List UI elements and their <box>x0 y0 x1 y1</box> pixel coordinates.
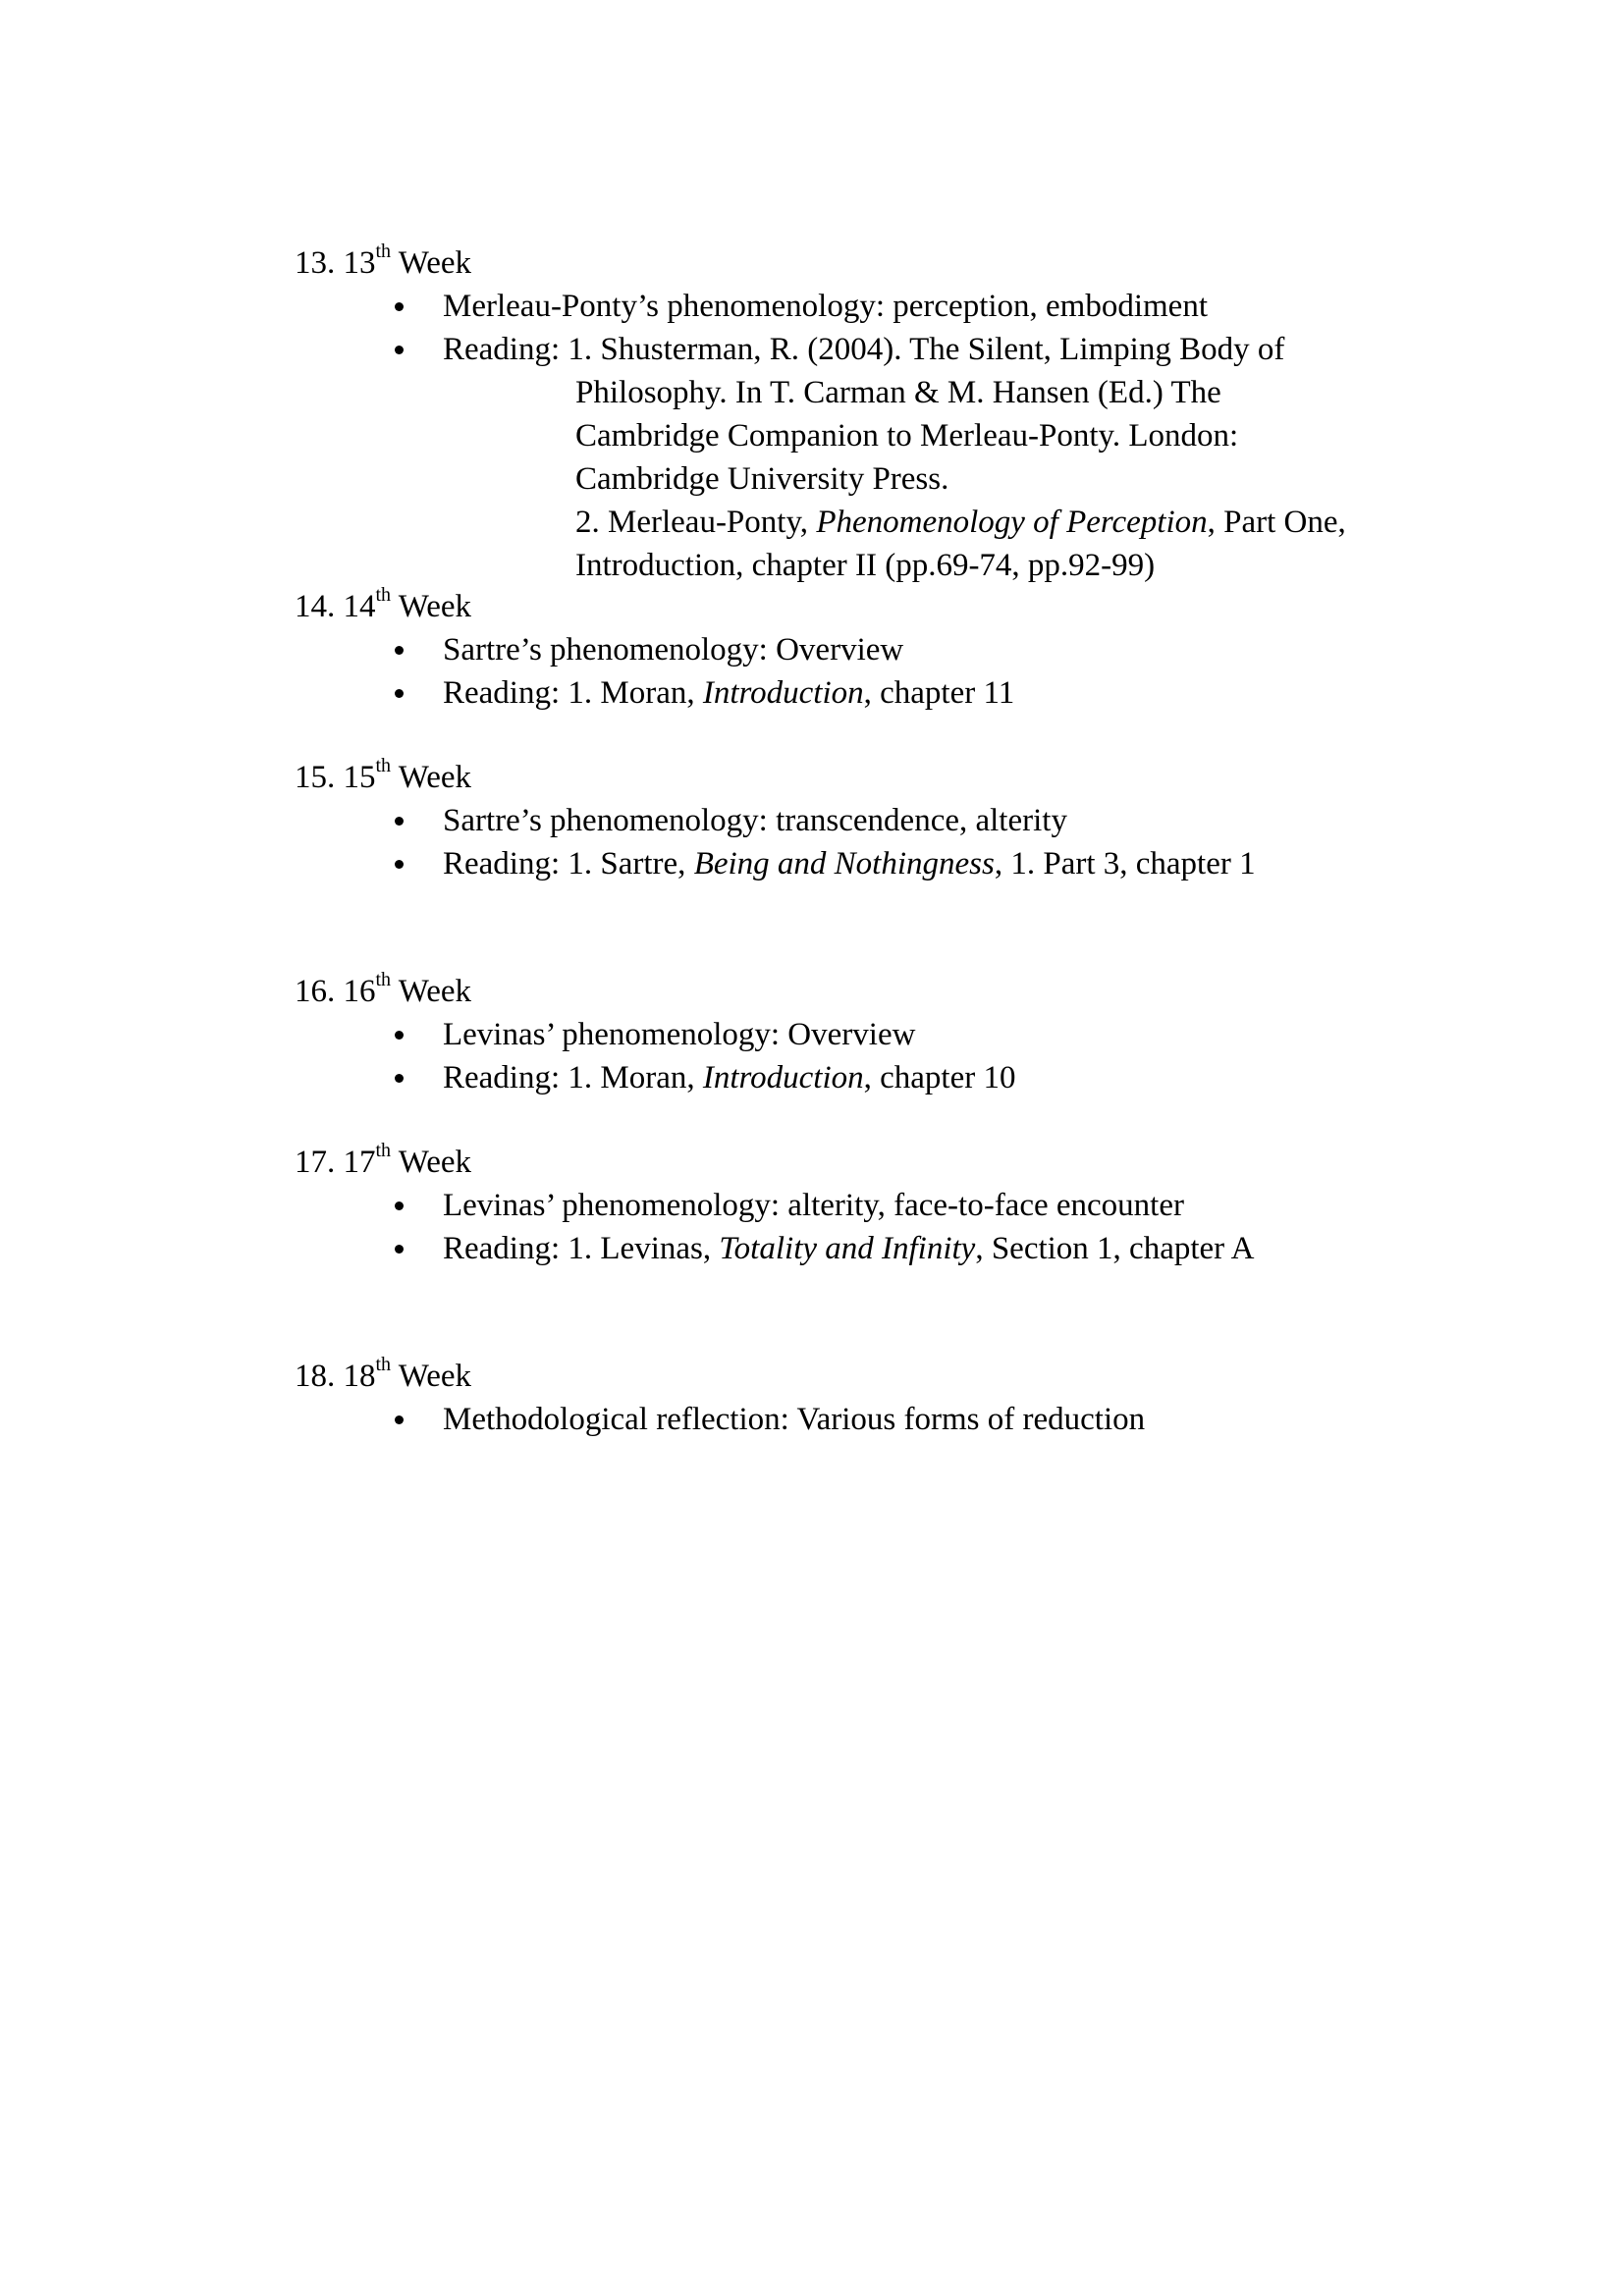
topic-text: Sartre’s phenomenology: transcendence, alterity <box>443 803 1067 838</box>
reading-item <box>295 1056 1375 1099</box>
reading-continuation: Introduction, chapter II (pp.69-74, pp.92-99) <box>575 548 1156 583</box>
week-ordinal-suffix: th <box>375 969 392 990</box>
week-ordinal-suffix: th <box>375 1354 392 1375</box>
bullet-icon <box>395 1415 404 1424</box>
week-ordinal-suffix: th <box>375 755 392 776</box>
week-17-section <box>295 1141 1375 1270</box>
bullet-icon <box>395 1201 404 1210</box>
reading-first-line: Reading: 1. Shusterman, R. (2004). The Silent, Limping Body of <box>443 332 1285 367</box>
bullet-icon <box>395 1031 404 1040</box>
topic-text: Levinas’ phenomenology: alterity, face-to-face encounter <box>443 1188 1184 1223</box>
reading-second-entry <box>443 501 1375 544</box>
reading-continuation: Cambridge Companion to Merleau-Ponty. London: <box>575 418 1239 454</box>
week-16-section <box>295 970 1375 1099</box>
bullet-icon <box>395 646 404 655</box>
week-heading <box>295 756 1375 799</box>
bullet-icon <box>395 817 404 826</box>
week-ordinal-suffix: th <box>375 584 392 606</box>
reading-prefix: Reading: 1. Levinas, <box>443 1231 720 1266</box>
bullet-icon <box>395 346 404 354</box>
week-label: Week <box>398 1145 472 1180</box>
topic-item <box>295 1013 1375 1056</box>
week-heading <box>295 970 1375 1013</box>
week-ordinal: 16 <box>343 974 376 1009</box>
reading-title: Totality and Infinity <box>719 1231 976 1266</box>
week-label: Week <box>398 245 472 281</box>
bullet-icon <box>395 1074 404 1083</box>
week-ordinal-suffix: th <box>375 240 392 262</box>
week-ordinal: 18 <box>343 1359 376 1394</box>
topic-text: Methodological reflection: Various forms of reduction <box>443 1402 1146 1437</box>
topic-item <box>295 285 1375 328</box>
week-18-section <box>295 1355 1375 1441</box>
week-number: 16. <box>295 974 336 1009</box>
week-label: Week <box>398 974 472 1009</box>
topic-item <box>295 799 1375 842</box>
week-ordinal: 14 <box>343 589 376 624</box>
reading-prefix: Reading: 1. Moran, <box>443 1060 703 1095</box>
topic-text: Levinas’ phenomenology: Overview <box>443 1017 916 1052</box>
reading-item <box>295 1227 1375 1270</box>
week-label: Week <box>398 760 472 795</box>
reading-title: Introduction <box>702 1060 864 1095</box>
week-heading <box>295 1141 1375 1184</box>
bullet-icon <box>395 302 404 311</box>
week-number: 17. <box>295 1145 336 1180</box>
reading-suffix: , Section 1, chapter A <box>975 1231 1255 1266</box>
week-number: 14. <box>295 589 336 624</box>
reading-suffix: , chapter 10 <box>863 1060 1016 1095</box>
bullet-icon <box>395 1245 404 1254</box>
week-heading <box>295 1355 1375 1398</box>
bullet-icon <box>395 860 404 869</box>
week-number: 13. <box>295 245 336 281</box>
topic-item <box>295 1398 1375 1441</box>
week-label: Week <box>398 1359 472 1394</box>
topic-item <box>295 628 1375 671</box>
reading-item <box>295 671 1375 715</box>
week-heading <box>295 585 1375 628</box>
reading-suffix: , 1. Part 3, chapter 1 <box>994 846 1256 881</box>
topic-text: Sartre’s phenomenology: Overview <box>443 632 904 667</box>
week-14-section <box>295 585 1375 715</box>
reading-item <box>295 328 1375 587</box>
week-13-section <box>295 241 1375 587</box>
reading-prefix: Reading: 1. Moran, <box>443 675 703 711</box>
reading-suffix: , chapter 11 <box>863 675 1015 711</box>
reading-item <box>295 842 1375 885</box>
reading-continuation: Philosophy. In T. Carman & M. Hansen (Ed.) The <box>575 375 1221 410</box>
week-15-section <box>295 756 1375 885</box>
bullet-icon <box>395 689 404 698</box>
week-ordinal: 13 <box>343 245 376 281</box>
reading-second-prefix: 2. Merleau-Ponty, <box>575 505 817 540</box>
week-number: 15. <box>295 760 336 795</box>
week-ordinal: 17 <box>343 1145 376 1180</box>
reading-second-suffix: , Part One, <box>1207 505 1346 540</box>
week-label: Week <box>398 589 472 624</box>
topic-text: Merleau-Ponty’s phenomenology: perception, embodiment <box>443 289 1208 324</box>
week-ordinal-suffix: th <box>375 1140 392 1161</box>
topic-item <box>295 1184 1375 1227</box>
week-ordinal: 15 <box>343 760 376 795</box>
reading-continuation: Cambridge University Press. <box>575 461 949 497</box>
week-heading <box>295 241 1375 285</box>
reading-second-title: Phenomenology of Perception <box>816 505 1208 540</box>
reading-title: Being and Nothingness <box>693 846 995 881</box>
week-number: 18. <box>295 1359 336 1394</box>
reading-title: Introduction <box>702 675 864 711</box>
reading-prefix: Reading: 1. Sartre, <box>443 846 694 881</box>
